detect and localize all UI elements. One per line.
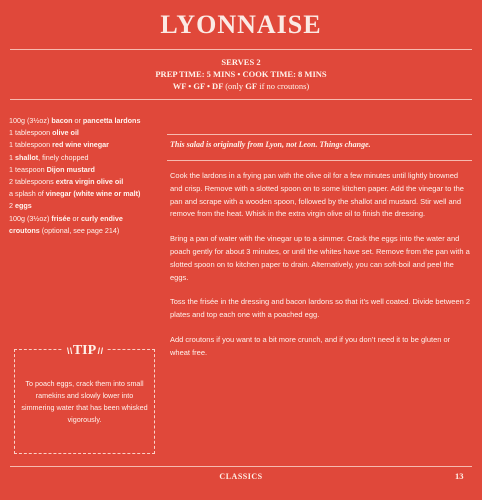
method-step: Bring a pan of water with the vinegar up to a simmer. Crack the eggs into the water and poach gently for about 3 minutes, or until the whites have set. Remove from the pan with a slotted spoon on to kitchen paper to drain. Alternatively, you can soft-boil and peel the eggs. bbox=[170, 234, 470, 282]
page-number: 13 bbox=[455, 471, 464, 481]
ingredient-line: 1 tablespoon olive oil bbox=[9, 128, 79, 138]
section-label: CLASSICS bbox=[219, 472, 263, 481]
ingredients-list bbox=[9, 115, 159, 237]
intro-divider-top bbox=[167, 134, 472, 135]
ingredient-line: 1 shallot, finely chopped bbox=[9, 152, 89, 162]
ingredient-line: 1 teaspoon Dijon mustard bbox=[9, 164, 95, 174]
intro-divider-bottom bbox=[167, 160, 472, 161]
ingredient-line: 100g (3½oz) bacon or pancetta lardons bbox=[9, 116, 141, 125]
dietary-note-bold: GF bbox=[245, 81, 258, 91]
prep-cook-times: PREP TIME: 5 MINS • COOK TIME: 8 MINS bbox=[155, 69, 327, 79]
tip-box bbox=[14, 343, 155, 454]
method-step: Toss the frisée in the dressing and bacon lardons so that it’s well coated. Divide between 2 plates and top each one with a poached egg. bbox=[170, 297, 471, 320]
dietary-note-post: if no croutons) bbox=[257, 81, 310, 91]
ingredient-line: 2 eggs bbox=[9, 201, 32, 211]
tip-text: To poach eggs, crack them into small ramekins and slowly lower into simmering water that has been whisked vigorously. bbox=[21, 379, 148, 424]
dietary-info bbox=[0, 81, 482, 91]
tip-dashes-right-icon: / / bbox=[96, 346, 103, 356]
meta-divider bbox=[10, 99, 472, 100]
recipe-title: LYONNAISE bbox=[160, 10, 322, 39]
method-step: Add croutons if you want to a bit more crunch, and if you don’t need it to be gluten or wheat free. bbox=[170, 334, 451, 357]
tip-dashes-left-icon: \ \ bbox=[66, 346, 73, 356]
ingredient-line: 100g (3½oz) frisée or curly endive bbox=[9, 213, 123, 223]
serves-text: SERVES 2 bbox=[221, 57, 261, 67]
tip-label: \ \ TIP / / bbox=[63, 343, 106, 359]
footer-divider bbox=[10, 466, 472, 467]
dietary-note-pre: (only bbox=[225, 81, 246, 91]
dietary-tags: WF • GF • DF bbox=[172, 81, 224, 91]
ingredient-line: 1 tablespoon red wine vinegar bbox=[9, 140, 109, 150]
ingredient-line: croutons (optional, see page 214) bbox=[9, 225, 120, 235]
title-divider bbox=[10, 49, 472, 50]
ingredient-line: 2 tablespoons extra virgin olive oil bbox=[9, 177, 124, 187]
tip-header bbox=[15, 341, 154, 359]
method-steps bbox=[170, 170, 472, 360]
method-step: Cook the lardons in a frying pan with the olive oil for a few minutes until lightly browned and crisp. Remove with a slotted spoon on to some kitchen paper. Add the vinegar to the pan and scrape with a wooden spoon, followed by the shallot and mustard. Stir well and remove from the heat. Whisk in the extra virgin olive oil to finish the dressing. bbox=[170, 171, 464, 219]
recipe-intro: This salad is originally from Lyon, not Leon. Things change. bbox=[170, 140, 371, 149]
ingredient-line: a splash of vinegar (white wine or malt) bbox=[9, 189, 141, 199]
